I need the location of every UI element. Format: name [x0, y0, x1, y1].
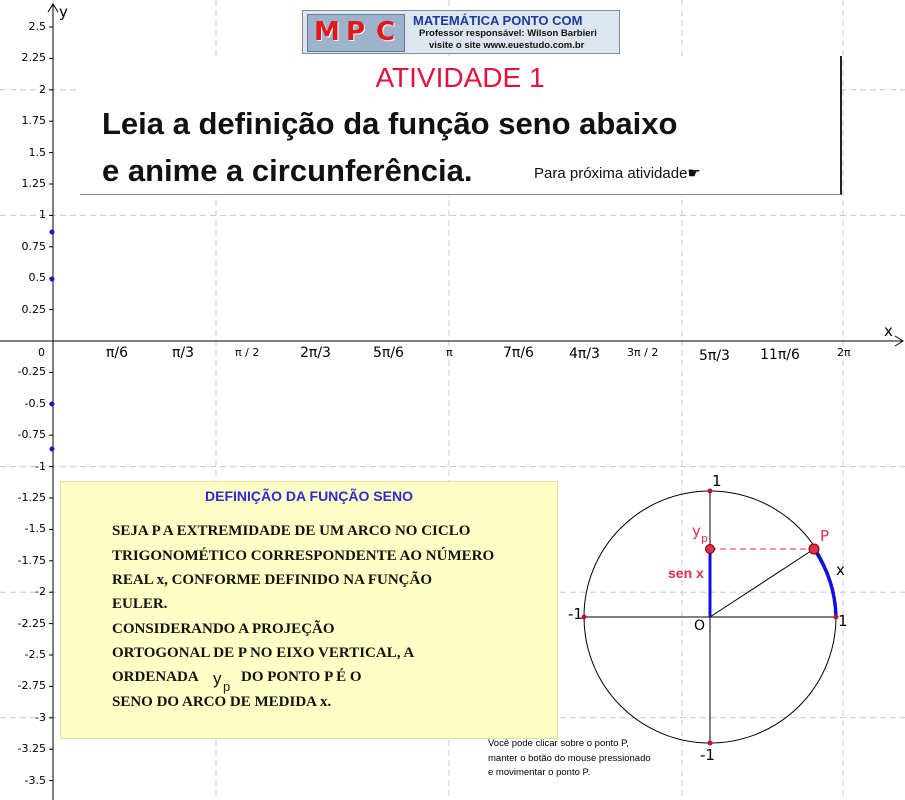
definition-line: DO PONTO P É O: [241, 669, 362, 685]
y-tick-label: -1.75: [17, 553, 46, 567]
y-tick-label: 0.25: [21, 302, 46, 316]
definition-line: SENO DO ARCO DE MEDIDA x.: [112, 694, 332, 710]
y-tick-label: -0.75: [17, 428, 46, 442]
x-tick-label: π/6: [106, 345, 129, 361]
y-tick-label: -0.5: [24, 396, 46, 410]
x-tick-label: π / 2: [235, 346, 260, 359]
y-tick-label: -2: [35, 585, 46, 599]
circle-bottom-label: -1: [700, 746, 715, 764]
hint-line: manter o botão do mouse pressionado: [488, 752, 651, 764]
x-tick-label: 7π/6: [503, 345, 534, 361]
axis-point[interactable]: [50, 402, 55, 407]
definition-line: SEJA P A EXTREMIDADE DE UM ARCO NO CICLO: [112, 523, 471, 539]
logo-letter-m: M: [314, 17, 340, 47]
activity-title: ATIVIDADE 1: [375, 62, 545, 93]
axis-point[interactable]: [50, 230, 55, 235]
point-p[interactable]: [809, 544, 819, 554]
y-tick-label: -1.5: [24, 522, 46, 536]
origin-label: 0: [38, 346, 45, 359]
logo-letters-panel: [307, 14, 405, 52]
y-tick-label: 1.5: [28, 145, 46, 159]
y-tick-label: -3.25: [17, 742, 46, 756]
definition-line: CONSIDERANDO A PROJEÇÃO: [112, 621, 335, 637]
hint-line: Você pode clicar sobre o ponto P,: [488, 738, 629, 749]
x-tick-label: 2π: [837, 346, 851, 359]
arc-x-label: x: [836, 561, 845, 579]
circle-top-label: 1: [712, 472, 722, 490]
y-tick-label: -2.5: [24, 648, 46, 661]
y-tick-label: -3.5: [24, 773, 46, 787]
axis-point[interactable]: [50, 277, 55, 282]
ordinate-subscript: p: [223, 679, 231, 694]
logo-letter-p: P: [346, 17, 366, 47]
next-activity-link[interactable]: Para próxima atividade☛: [534, 165, 701, 182]
activity-panel: [80, 56, 842, 195]
ordinate-symbol: y: [213, 669, 222, 688]
instruction-line-2: e anime a circunferência.: [102, 153, 473, 188]
x-tick-label: 5π/3: [699, 348, 730, 364]
drag-hint: [488, 737, 651, 781]
x-tick-label: 11π/6: [760, 347, 800, 363]
definition-line: TRIGONOMÉTICO CORRESPONDENTE AO NÚMERO: [112, 548, 495, 564]
x-tick-label: π: [446, 346, 453, 359]
definition-line: REAL x, CONFORME DEFINIDO NA FUNÇÃO: [112, 572, 433, 588]
y-tick-label: 2: [39, 82, 46, 96]
hint-line: e movimentar o ponto P.: [488, 767, 591, 778]
logo-name: MATEMÁTICA PONTO COM: [413, 13, 583, 28]
mpc-logo[interactable]: [302, 10, 620, 54]
y-tick-label: 0.5: [28, 271, 46, 285]
logo-letter-c: C: [376, 17, 396, 47]
axis-point[interactable]: [50, 447, 55, 452]
x-tick-label: 3π / 2: [627, 346, 659, 359]
x-tick-label: π/3: [172, 345, 195, 361]
y-tick-label: -3: [35, 710, 46, 724]
definition-line: EULER.: [112, 596, 168, 612]
x-tick-label: 5π/6: [373, 345, 404, 361]
y-tick-label: 1: [39, 208, 46, 222]
arc-x: [814, 549, 836, 617]
circle-left-label: -1: [568, 605, 583, 623]
circle-right-label: 1: [838, 612, 848, 630]
y-tick-label: -0.25: [17, 365, 46, 379]
y-tick-label: -1: [35, 459, 46, 473]
logo-professor: Professor responsável: Wilson Barbieri: [419, 28, 597, 39]
sine-label: sen x: [668, 565, 704, 581]
yp-point: [706, 545, 715, 554]
x-tick-label: 4π/3: [569, 346, 600, 362]
y-tick-label: -2.25: [17, 616, 46, 630]
y-tick-label: 2.25: [21, 51, 46, 65]
y-tick-label: -1.25: [17, 491, 46, 504]
y-tick-label: 1.25: [21, 177, 46, 190]
yp-subscript: p: [701, 532, 708, 545]
point-p-label: P: [820, 527, 830, 545]
y-tick-label: -2.75: [17, 679, 46, 693]
definition-title: DEFINIÇÃO DA FUNÇÃO SENO: [205, 488, 413, 504]
radius-to-p: [710, 549, 814, 617]
unit-circle: [582, 489, 839, 746]
x-axis-label: x: [884, 322, 893, 340]
x-tick-label: 2π/3: [300, 345, 331, 361]
instruction-line-1: Leia a definição da função seno abaixo: [102, 106, 678, 141]
definition-line: ORDENADA: [112, 669, 199, 685]
definition-line: ORTOGONAL DE P NO EIXO VERTICAL, A: [112, 645, 415, 661]
y-tick-label: 1.75: [21, 114, 46, 128]
circle-bottom-point: [708, 741, 713, 746]
logo-site: visite o site www.euestudo.com.br: [429, 40, 585, 51]
y-axis-label: y: [59, 3, 68, 21]
yp-label: y: [692, 522, 701, 540]
y-tick-label: 2.5: [28, 20, 46, 33]
y-tick-label: 0.75: [21, 239, 46, 253]
circle-origin-label: O: [694, 618, 706, 634]
definition-panel: [60, 481, 558, 739]
